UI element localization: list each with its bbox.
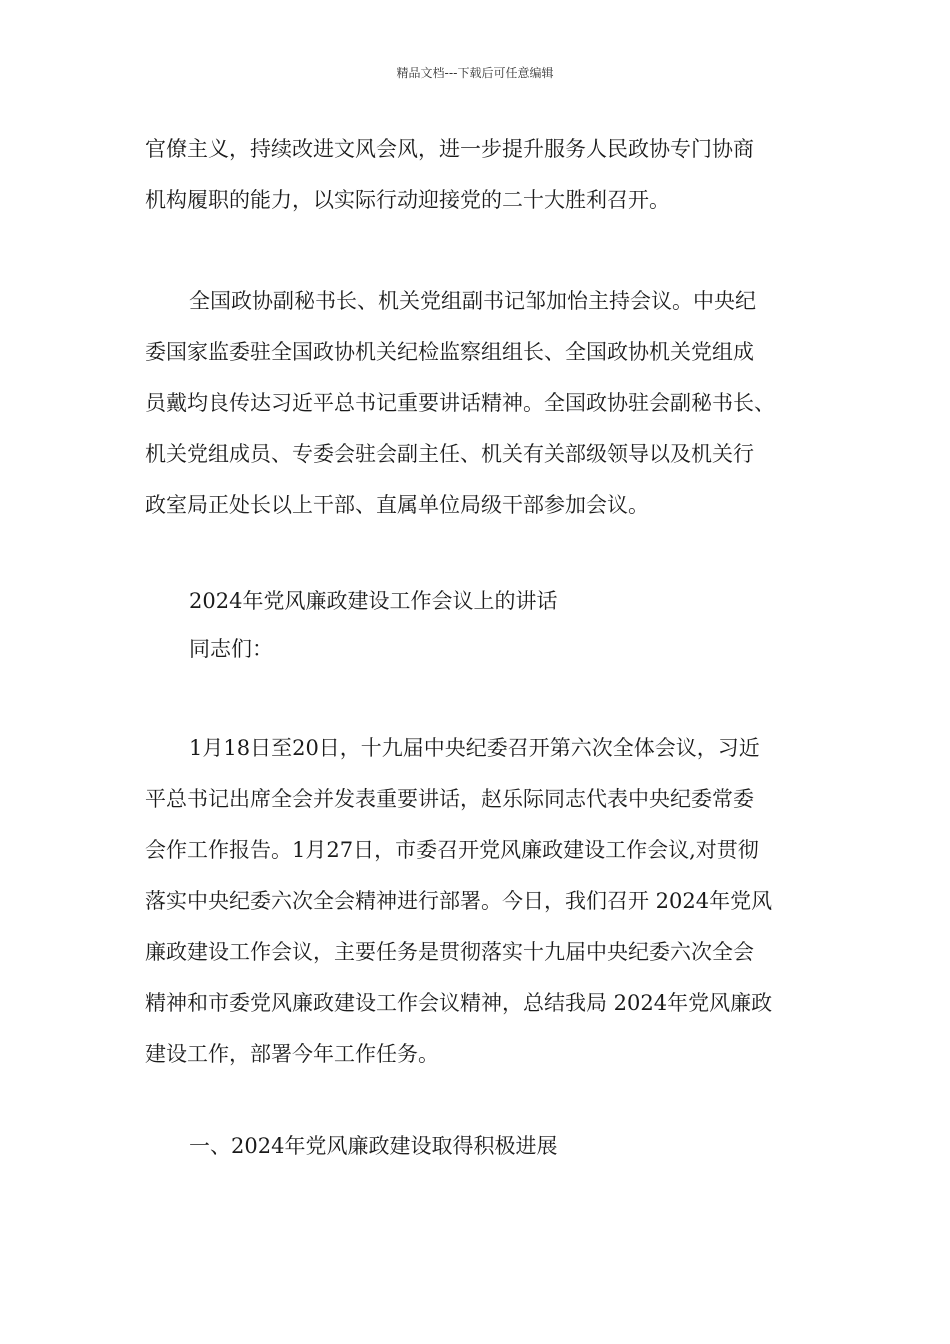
paragraph-line: 1月18日至20日，十九届中央纪委召开第六次全体会议，习近 bbox=[189, 736, 760, 760]
paragraph-line: 精神和市委党风廉政建设工作会议精神，总结我局 2024年党风廉政 bbox=[145, 991, 773, 1015]
paragraph-line: 委国家监委驻全国政协机关纪检监察组组长、全国政协机关党组成 bbox=[145, 340, 754, 364]
paragraph-3 bbox=[145, 723, 815, 1080]
paragraph-line: 机构履职的能力，以实际行动迎接党的二十大胜利召开。 bbox=[145, 188, 670, 212]
paragraph-line: 全国政协副秘书长、机关党组副书记邹加怡主持会议。中央纪 bbox=[189, 289, 756, 313]
paragraph-line: 落实中央纪委六次全会精神进行部署。今日，我们召开 2024年党风 bbox=[145, 889, 773, 913]
paragraph-line: 会作工作报告。1月27日，市委召开党风廉政建设工作会议,对贯彻 bbox=[145, 838, 759, 862]
paragraph-line: 平总书记出席全会并发表重要讲话，赵乐际同志代表中央纪委常委 bbox=[145, 787, 754, 811]
section-heading-1: 一、2024年党风廉政建设取得积极进展 bbox=[189, 1134, 558, 1158]
paragraph-line: 廉政建设工作会议，主要任务是贯彻落实十九届中央纪委六次全会 bbox=[145, 940, 754, 964]
paragraph-2 bbox=[145, 276, 815, 531]
paragraph-line: 员戴均良传达习近平总书记重要讲话精神。全国政协驻会副秘书长、 bbox=[145, 391, 775, 415]
paragraph-line: 机关党组成员、专委会驻会副主任、机关有关部级领导以及机关行 bbox=[145, 442, 754, 466]
speech-title: 2024年党风廉政建设工作会议上的讲话 bbox=[189, 589, 558, 613]
paragraph-line: 建设工作，部署今年工作任务。 bbox=[145, 1042, 439, 1066]
page-header: 精品文档---下载后可任意编辑 bbox=[396, 66, 554, 80]
paragraph-1 bbox=[145, 124, 815, 226]
paragraph-line: 政室局正处长以上干部、直属单位局级干部参加会议。 bbox=[145, 493, 649, 517]
paragraph-line: 官僚主义，持续改进文风会风，进一步提升服务人民政协专门协商 bbox=[145, 137, 754, 161]
greeting: 同志们： bbox=[189, 637, 273, 661]
